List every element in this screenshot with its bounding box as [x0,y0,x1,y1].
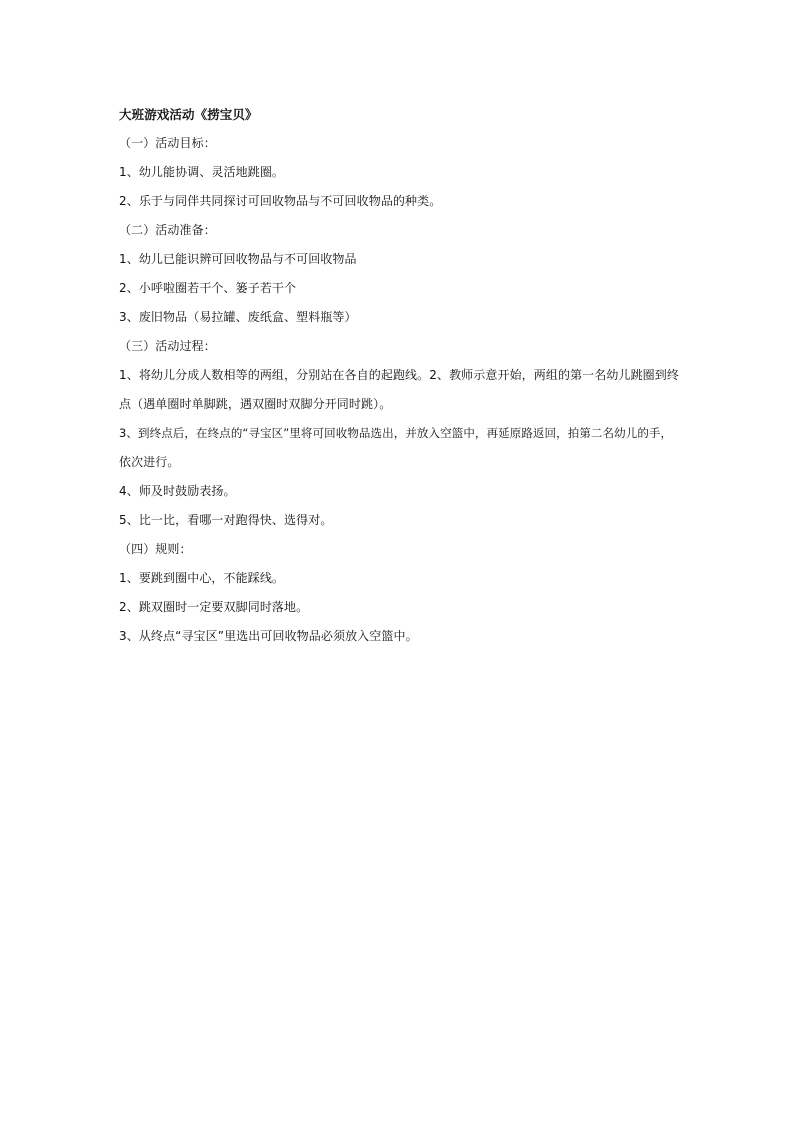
paragraph: 1、要跳到圈中心，不能踩线。 [119,571,285,585]
section-heading-process: （三）活动过程： [119,339,216,353]
document-body [119,100,679,651]
paragraph: 1、幼儿已能识辨可回收物品与不可回收物品 [119,252,357,266]
paragraph: 5、比一比，看哪一对跑得快、选得对。 [119,513,333,527]
paragraph: 1、幼儿能协调、灵活地跳圈。 [119,165,285,179]
paragraph: 2、小呼啦圈若干个、篓子若干个 [119,281,297,295]
document-title: 大班游戏活动《捞宝贝》 [119,107,258,122]
paragraph: 3、废旧物品（易拉罐、废纸盒、塑料瓶等） [119,310,357,324]
paragraph: 3、到终点后，在终点的“寻宝区”里将可回收物品选出，并放入空篮中，再延原路返回，拍第二名幼儿的手， [119,426,673,440]
paragraph: 点（遇单圈时单脚跳，遇双圈时双脚分开同时跳）。 [119,397,392,411]
paragraph: 4、师及时鼓励表扬。 [119,484,236,498]
paragraph: 1、将幼儿分成人数相等的两组，分别站在各自的起跑线。2、教师示意开始，两组的第一名幼儿跳圈到终 [119,368,679,382]
paragraph: 依次进行。 [119,455,180,469]
section-heading-preparation: （二）活动准备： [119,223,216,237]
paragraph: 2、跳双圈时一定要双脚同时落地。 [119,600,309,614]
paragraph: 3、从终点“寻宝区”里选出可回收物品必须放入空篮中。 [119,629,418,643]
section-heading-rules: （四）规则： [119,542,192,556]
paragraph: 2、乐于与同伴共同探讨可回收物品与不可回收物品的种类。 [119,194,442,208]
section-heading-goals: （一）活动目标： [119,136,216,150]
